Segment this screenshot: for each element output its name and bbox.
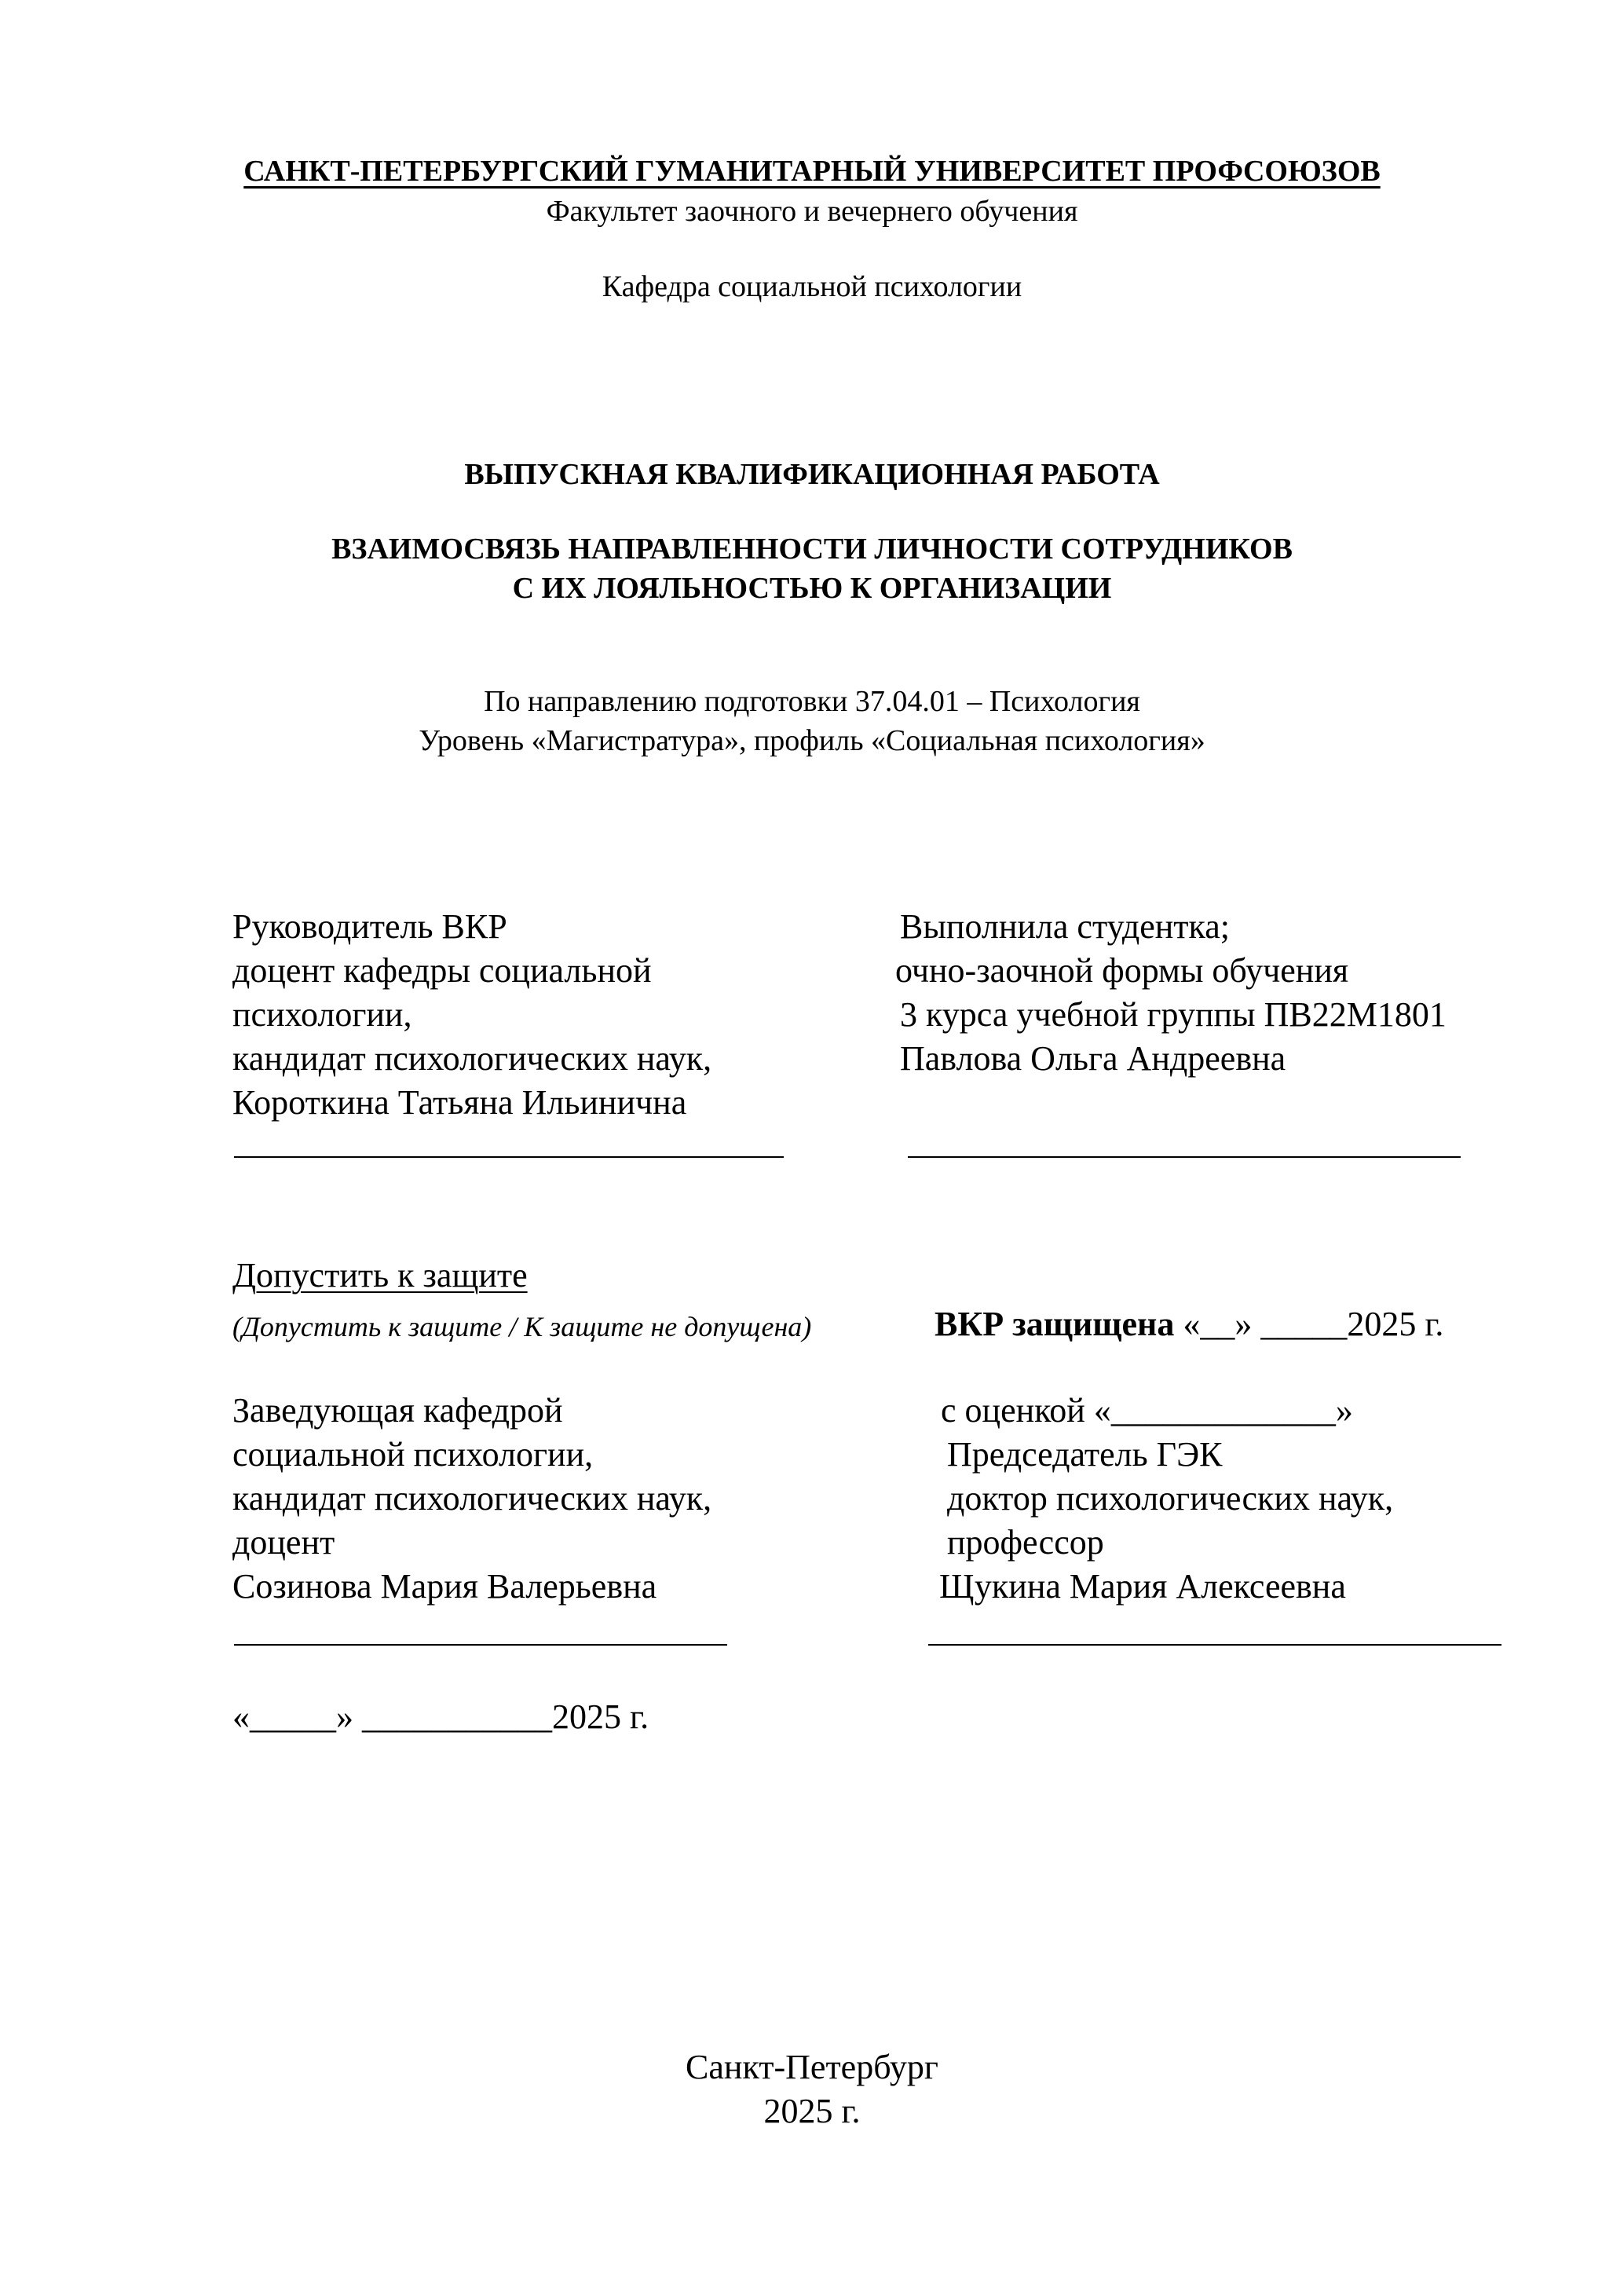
work-type: ВЫПУСКНАЯ КВАЛИФИКАЦИОННАЯ РАБОТА — [464, 458, 1160, 491]
faculty-name: Факультет заочного и вечернего обучения — [546, 195, 1078, 228]
head-line: кандидат психологических наук, — [232, 1479, 712, 1518]
commission-line: Председатель ГЭК — [947, 1435, 1223, 1474]
commission-block — [939, 1433, 1394, 1609]
department-name: Кафедра социальной психологии — [602, 270, 1022, 303]
admission-label-text: Допустить к защите — [232, 1256, 528, 1294]
student-line: очно-заочной формы обучения — [895, 951, 1349, 990]
student-line: 3 курса учебной группы ПВ22М1801 — [900, 995, 1447, 1034]
supervisor-signature-line — [234, 1156, 784, 1158]
supervisor-block — [232, 905, 711, 1125]
head-signature-line — [234, 1644, 727, 1646]
student-block — [895, 905, 1447, 1081]
admission-label — [232, 1255, 528, 1295]
head-line: Заведующая кафедрой — [232, 1391, 563, 1430]
head-line: Созинова Мария Валерьевна — [232, 1567, 657, 1606]
commission-signature-line — [928, 1644, 1501, 1646]
level-line: Уровень «Магистратура», профиль «Социальная психология» — [419, 724, 1205, 757]
commission-line: доктор психологических наук, — [947, 1479, 1394, 1518]
head-of-department-block — [232, 1389, 711, 1609]
grade-line: с оценкой «_____________» — [941, 1391, 1353, 1430]
approval-date-line: «_____» ___________2025 г. — [232, 1697, 649, 1736]
work-title-line-1: ВЗАИМОСВЯЗЬ НАПРАВЛЕННОСТИ ЛИЧНОСТИ СОТРУДНИКОВ — [331, 533, 1293, 566]
university-name-text: САНКТ-ПЕТЕРБУРГСКИЙ ГУМАНИТАРНЫЙ УНИВЕРСИТЕТ ПРОФСОЮЗОВ — [243, 155, 1381, 188]
university-name — [0, 154, 1624, 189]
supervisor-line: Руководитель ВКР — [232, 907, 507, 946]
footer-year: 2025 г. — [763, 2092, 861, 2130]
supervisor-line: Короткина Татьяна Ильинична — [232, 1083, 687, 1122]
head-line: доцент — [232, 1523, 335, 1562]
admission-hint: (Допустить к защите / К защите не допущена) — [232, 1311, 812, 1342]
supervisor-line: психологии, — [232, 995, 412, 1034]
work-title-line-2: С ИХ ЛОЯЛЬНОСТЬЮ К ОРГАНИЗАЦИИ — [512, 572, 1112, 605]
supervisor-line: кандидат психологических наук, — [232, 1039, 712, 1078]
commission-line: профессор — [947, 1523, 1104, 1562]
defended-date: «__» _____2025 г. — [1183, 1305, 1444, 1343]
student-signature-line — [908, 1156, 1461, 1158]
defended-label: ВКР защищена — [935, 1305, 1175, 1343]
direction-line: По направлению подготовки 37.04.01 – Психология — [484, 685, 1140, 718]
student-line: Выполнила студентка; — [900, 907, 1230, 946]
student-line: Павлова Ольга Андреевна — [900, 1039, 1286, 1078]
supervisor-line: доцент кафедры социальной — [232, 951, 652, 990]
defended-line — [935, 1304, 1443, 1344]
head-line: социальной психологии, — [232, 1435, 594, 1474]
commission-line: Щукина Мария Алексеевна — [939, 1567, 1346, 1606]
footer-city: Санкт-Петербург — [686, 2048, 938, 2086]
